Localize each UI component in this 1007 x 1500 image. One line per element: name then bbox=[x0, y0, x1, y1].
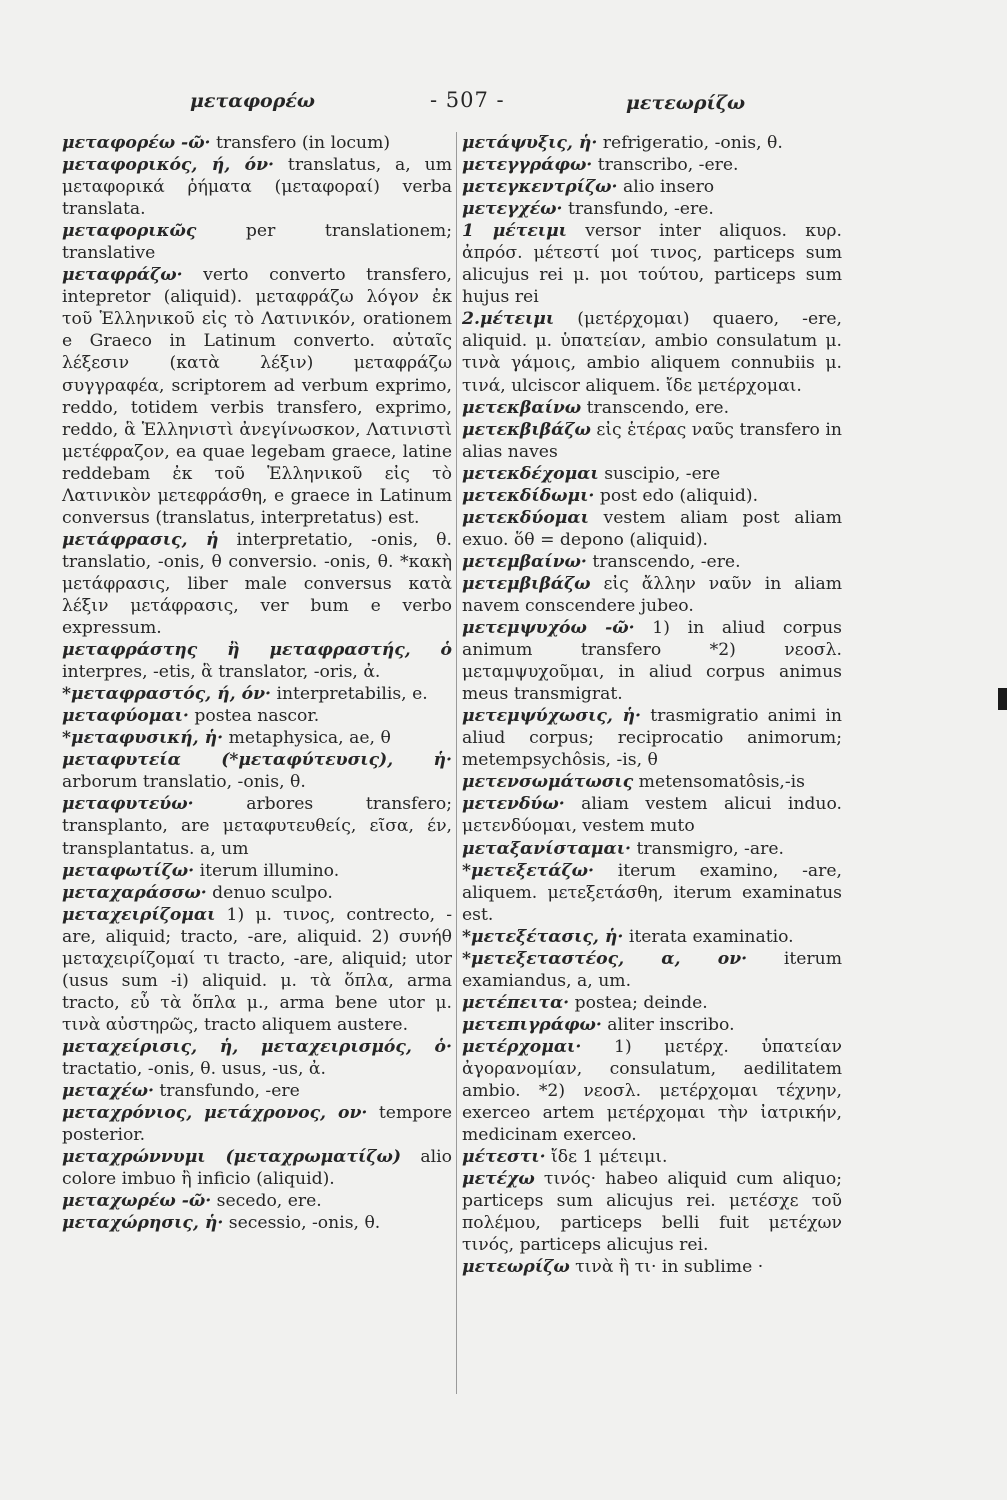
entry-definition: post edo (aliquid). bbox=[594, 485, 759, 506]
entry-headword: μεταφορέω -ῶ· bbox=[62, 133, 211, 153]
entry-headword: μεταχειρίζομαι bbox=[62, 904, 216, 925]
dictionary-entry bbox=[462, 198, 842, 220]
entry-headword: μετεγχέω· bbox=[462, 199, 563, 220]
entry-definition: arbores transfero; transplanto, are μεταφυτευθείς, εῖσα, έν, transplantatus. a, um bbox=[62, 794, 452, 859]
dictionary-entry bbox=[462, 617, 842, 705]
entry-headword: μετεγκεντρίζω· bbox=[462, 177, 618, 198]
entry-headword: μετεκβαίνω bbox=[462, 397, 582, 418]
entry-definition: verto converto transfero, intepretor (aliquid). μεταφράζω λόγον ἐκ τοῦ Ἑλληνικοῦ εἰς τὸ Λατινικόν, orationem e Graeco in Latinum converto. αὐταῖς λέξεσιν (κατὰ λέξιν) μεταφράζω συγγραφέα, scriptorem ad verbum exprimo, reddo, totidem verbis transfero, exprimo, reddo, ἃ Ἑλληνιστὶ ἀνεγίνωσκον, Λατινιστὶ μετέφραζον, ea quae legebam graece, latine reddebam ἐκ τοῦ Ἑλληνικοῦ εἰς τὸ Λατινικὸν μετεφράσθη, e graece in Latinum conversus (translatus, interpretatus) est. bbox=[62, 265, 452, 528]
entry-definition: transcendo, ere. bbox=[581, 397, 730, 418]
entry-headword: *μετεξεταστέος, α, ον· bbox=[462, 948, 748, 969]
entry-definition: transfero (in locum) bbox=[210, 133, 391, 153]
entry-definition: εἰς ἄλλην ναῦν in aliam navem conscendere jubeo. bbox=[462, 573, 842, 616]
dictionary-entry bbox=[462, 397, 842, 419]
entry-headword: μεταφυτεύω· bbox=[62, 794, 194, 815]
entry-definition: aliam vestem alicui induo. μετενδύομαι, vestem muto bbox=[462, 794, 842, 837]
entry-headword: μεταφράστης ἢ μεταφραστής, ὁ bbox=[62, 640, 452, 661]
entry-definition: metensomatôsis,-is bbox=[633, 772, 805, 793]
dictionary-entry bbox=[62, 705, 452, 727]
entry-headword: μεταφορικός, ή, όν· bbox=[62, 155, 275, 176]
entry-headword: μεταφορικῶς bbox=[62, 221, 197, 242]
entry-definition: iterum examiandus, a, um. bbox=[462, 948, 842, 991]
entry-definition: 1) μετέρχ. ὑπατείαν ἀγορανομίαν, consulatum, aedilitatem ambio. *2) νεοσλ. μετέρχομαι τέχνην, exerceo artem μετέρχομαι τὴν ἰατρικήν, medicinam exerceo. bbox=[462, 1036, 842, 1146]
dictionary-entry bbox=[462, 838, 842, 860]
entry-definition: postea nascor. bbox=[188, 706, 320, 727]
dictionary-entry bbox=[62, 904, 452, 1036]
entry-definition: τινὰ ἢ τι· in sublime · bbox=[569, 1257, 764, 1278]
dictionary-entry bbox=[62, 220, 452, 264]
dictionary-entry bbox=[462, 154, 842, 176]
entry-headword: μεταξανίσταμαι· bbox=[462, 838, 632, 859]
entry-definition: interpretatio, -onis, θ. translatio, -onis, θ conversio. -onis, θ. *κακὴ μετάφρασις, liber male conversus κατὰ λέξιν μετάφρασις, ver bum e verbo expressum. bbox=[62, 529, 452, 639]
entry-headword: μετέρχομαι· bbox=[462, 1036, 582, 1057]
entry-definition: iterum examino, -are, aliquem. μετεξετάσθη, iterum examinatus est. bbox=[462, 860, 842, 925]
entry-headword: 2.μέτειμι bbox=[462, 309, 555, 330]
dictionary-entry bbox=[462, 308, 842, 396]
left-column bbox=[62, 132, 452, 1234]
entry-headword: μεταχρώννυμι (μεταχρωματίζω) bbox=[62, 1147, 401, 1168]
dictionary-entry bbox=[62, 1080, 452, 1102]
entry-headword: μετεμβαίνω· bbox=[462, 551, 587, 572]
entry-headword: μεταφύομαι· bbox=[62, 706, 189, 727]
dictionary-entry bbox=[462, 507, 842, 551]
dictionary-entry bbox=[62, 132, 452, 154]
entry-headword: *μετεξέτασις, ἡ· bbox=[462, 926, 624, 947]
dictionary-entry bbox=[462, 771, 842, 793]
column-divider bbox=[456, 132, 457, 1394]
entry-definition: translatus, a, um μεταφορικά ῥήματα (μεταφοραί) verba translata. bbox=[62, 155, 453, 220]
entry-definition: tempore posterior. bbox=[62, 1103, 452, 1146]
entry-definition: secessio, -onis, θ. bbox=[223, 1213, 381, 1234]
dictionary-entry bbox=[462, 220, 842, 308]
entry-definition: alio colore imbuo ἢ inficio (aliquid). bbox=[62, 1147, 452, 1190]
entry-headword: μεταχρόνιος, μετάχρονος, ον· bbox=[62, 1103, 368, 1124]
entry-definition: transcendo, -ere. bbox=[586, 551, 741, 572]
entry-headword: μετέχω bbox=[462, 1169, 535, 1190]
entry-headword: μετεμβιβάζω bbox=[462, 573, 591, 594]
right-column bbox=[462, 132, 842, 1278]
entry-headword: μετεκδύομαι bbox=[462, 507, 589, 528]
dictionary-entry bbox=[462, 926, 842, 948]
entry-definition: arborum translatio, -onis, θ. bbox=[62, 772, 306, 793]
entry-definition: secedo, ere. bbox=[211, 1191, 322, 1212]
dictionary-entry bbox=[462, 1036, 842, 1146]
right-running-headword: μετεωρίζω bbox=[626, 92, 746, 114]
entry-definition: iterum illumino. bbox=[194, 860, 340, 881]
dictionary-entry bbox=[62, 264, 452, 529]
entry-definition: εἰς ἑτέρας ναῦς transfero in alias naves bbox=[462, 419, 842, 462]
page-header bbox=[0, 84, 1007, 124]
entry-definition: denuo sculpo. bbox=[206, 882, 333, 903]
entry-headword: μετεμψύχωσις, ἡ· bbox=[462, 706, 642, 727]
dictionary-entry bbox=[462, 948, 842, 992]
dictionary-entry bbox=[62, 154, 452, 220]
entry-definition: iterata examinatio. bbox=[623, 926, 794, 947]
dictionary-entry bbox=[462, 551, 842, 573]
dictionary-entry bbox=[462, 860, 842, 926]
dictionary-entry bbox=[62, 1212, 452, 1234]
entry-headword: *μεταφραστός, ή, όν· bbox=[62, 684, 271, 705]
entry-definition: interpres, -etis, ἃ translator, -oris, ἀ. bbox=[62, 662, 381, 683]
entry-definition: aliter inscribo. bbox=[601, 1014, 735, 1035]
edge-mark bbox=[998, 688, 1007, 710]
entry-definition: suscipio, -ere bbox=[598, 463, 721, 484]
entry-definition: ἴδε 1 μέτειμι. bbox=[545, 1147, 668, 1168]
entry-headword: *μετεξετάζω· bbox=[462, 860, 594, 881]
dictionary-entry bbox=[62, 860, 452, 882]
entry-headword: μετάφρασις, ἡ bbox=[62, 529, 219, 550]
dictionary-entry bbox=[62, 683, 452, 705]
dictionary-entry bbox=[462, 1168, 842, 1256]
entry-headword: μετενσωμάτωσις bbox=[462, 772, 634, 793]
entry-definition: transmigro, -are. bbox=[631, 838, 784, 859]
entry-headword: μεταχαράσσω· bbox=[62, 882, 207, 903]
entry-definition: alio insero bbox=[617, 177, 715, 198]
dictionary-entry bbox=[462, 176, 842, 198]
dictionary-entry bbox=[462, 1146, 842, 1168]
entry-headword: 1 μέτειμι bbox=[462, 221, 567, 242]
dictionary-entry bbox=[462, 793, 842, 837]
entry-headword: *μεταφυσική, ἡ· bbox=[62, 728, 224, 749]
entry-headword: μετενδύω· bbox=[462, 794, 565, 815]
entry-headword: μετεκδέχομαι bbox=[462, 463, 599, 484]
dictionary-entry bbox=[462, 705, 842, 771]
left-running-headword: μεταφορέω bbox=[190, 90, 316, 112]
entry-headword: μετεκβιβάζω bbox=[462, 419, 591, 440]
entry-headword: μεταχώρησις, ἡ· bbox=[62, 1213, 224, 1234]
page-number: - 507 - bbox=[430, 88, 505, 112]
entry-headword: μέτεστι· bbox=[462, 1147, 546, 1168]
dictionary-entry bbox=[62, 1102, 452, 1146]
dictionary-entry bbox=[462, 992, 842, 1014]
dictionary-entry bbox=[462, 1256, 842, 1278]
dictionary-entry bbox=[462, 132, 842, 154]
entry-headword: μεταφωτίζω· bbox=[62, 860, 195, 881]
entry-definition: (μετέρχομαι) quaero, -ere, aliquid. μ. ὑπατείαν, ambio consulatum μ. τινὰ γάμοις, ambio aliquem connubiis μ. τινά, ulciscor aliquem. ἴδε μετέρχομαι. bbox=[462, 309, 842, 396]
entry-definition: 1) μ. τινος, contrecto, -are, aliquid; tracto, -are, aliquid. 2) συνήθ μεταχειρίζομαί τι tracto, -are, aliquid; utor (usus sum -i) aliquid. μ. τὰ ὅπλα, arma tracto, εὖ τὰ ὅπλα μ., arma bene utor μ. τινὰ αὐστηρῶς, tracto aliquem austere. bbox=[62, 904, 452, 1035]
entry-headword: μεταχωρέω -ῶ· bbox=[62, 1191, 212, 1212]
entry-definition: vestem aliam post aliam exuo. ὅθ = depono (aliquid). bbox=[462, 507, 842, 550]
entry-definition: refrigeratio, -onis, θ. bbox=[597, 133, 783, 153]
entry-definition: metaphysica, ae, θ bbox=[223, 728, 391, 749]
entry-definition: transfundo, -ere bbox=[153, 1081, 300, 1102]
entry-headword: μετεγγράφω· bbox=[462, 155, 593, 176]
entry-definition: trasmigratio animi in aliud corpus; reciprocatio animorum; metempsychôsis, -is, θ bbox=[462, 706, 842, 771]
dictionary-entry bbox=[462, 463, 842, 485]
dictionary-entry bbox=[62, 882, 452, 904]
dictionary-entry bbox=[62, 1146, 452, 1190]
entry-definition: per translationem; translative bbox=[62, 221, 452, 264]
entry-definition: postea; deinde. bbox=[569, 992, 708, 1013]
entry-definition: versor inter aliquos. κυρ. ἀπρόσ. μέτεστί μοί τινος, particeps sum alicujus rei μ. μοι τούτου, particeps sum hujus rei bbox=[462, 221, 842, 308]
dictionary-entry bbox=[462, 573, 842, 617]
entry-definition: transcribo, -ere. bbox=[592, 155, 739, 176]
entry-headword: μετεπιγράφω· bbox=[462, 1014, 602, 1035]
dictionary-entry bbox=[62, 727, 452, 749]
entry-definition: transfundo, -ere. bbox=[562, 199, 714, 220]
entry-definition: τινός· habeo aliquid cum aliquo; particeps sum alicujus rei. μετέσχε τοῦ πολέμου, particeps belli fuit μετέχων τινός, particeps alicujus rei. bbox=[462, 1169, 842, 1256]
dictionary-entry bbox=[62, 639, 452, 683]
entry-headword: μεταφράζω· bbox=[62, 265, 183, 286]
entry-headword: μετεωρίζω bbox=[462, 1257, 570, 1278]
entry-headword: μετεκδίδωμι· bbox=[462, 485, 595, 506]
dictionary-entry bbox=[62, 1190, 452, 1212]
entry-headword: μεταφυτεία (*μεταφύτευσις), ἡ· bbox=[62, 750, 452, 771]
dictionary-entry bbox=[62, 1036, 452, 1080]
dictionary-entry bbox=[462, 485, 842, 507]
entry-headword: μετεμψυχόω -ῶ· bbox=[462, 618, 635, 639]
entry-headword: μεταχείρισις, ἡ, μεταχειρισμός, ὁ· bbox=[62, 1036, 452, 1057]
dictionary-entry bbox=[462, 419, 842, 463]
dictionary-entry bbox=[462, 1014, 842, 1036]
dictionary-entry bbox=[62, 529, 452, 639]
entry-definition: interpretabilis, e. bbox=[271, 684, 428, 705]
entry-headword: μεταχέω· bbox=[62, 1081, 154, 1102]
dictionary-entry bbox=[62, 749, 452, 793]
entry-headword: μετάψυξις, ἡ· bbox=[462, 133, 598, 153]
entry-definition: tractatio, -onis, θ. usus, -us, ἀ. bbox=[62, 1058, 326, 1079]
dictionary-entry bbox=[62, 793, 452, 859]
entry-definition: 1) in aliud corpus animum transfero *2) νεοσλ. μεταμψυχοῦμαι, in aliud corpus animus meus transmigrat. bbox=[462, 618, 842, 705]
entry-headword: μετέπειτα· bbox=[462, 992, 570, 1013]
